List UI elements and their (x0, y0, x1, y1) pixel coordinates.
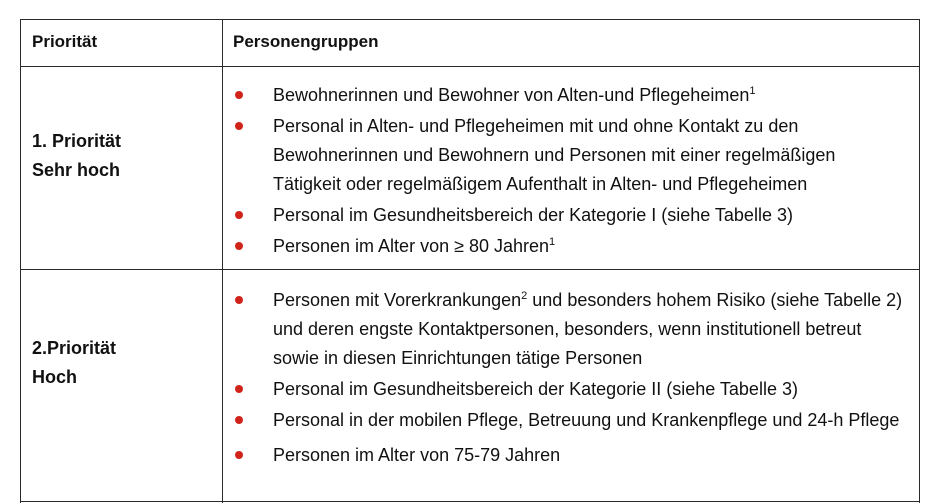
list-item (233, 112, 905, 199)
header-priority: Priorität (32, 32, 98, 51)
header-groups: Personengruppen (233, 32, 379, 51)
bullet-icon (235, 451, 243, 459)
table-row-priority-1 (21, 67, 919, 270)
priority-table (20, 19, 920, 503)
priority-description: Hoch (32, 367, 77, 387)
item-text: Bewohnerinnen und Bewohner von Alten-und Pflegeheimen (273, 85, 750, 105)
footnote-marker: 2 (521, 290, 528, 302)
priority-level: 2.Priorität (32, 338, 117, 358)
list-item (233, 286, 905, 373)
bullet-icon (235, 416, 243, 424)
footnote-marker: 1 (749, 85, 756, 97)
table-row-priority-2 (21, 270, 919, 504)
bullet-icon (235, 91, 243, 99)
bullet-icon (235, 296, 243, 304)
row-divider (21, 501, 919, 502)
footnote-marker: 1 (549, 236, 556, 248)
list-item (233, 81, 905, 110)
bullet-icon (235, 211, 243, 219)
bullet-icon (235, 122, 243, 130)
item-text: Personen im Alter von 75-79 Jahren (273, 445, 561, 465)
list-item (233, 201, 905, 230)
person-group-list (233, 286, 905, 472)
priority-label (32, 127, 121, 185)
bullet-icon (235, 385, 243, 393)
item-text: Personen mit Vorerkrankungen (273, 290, 522, 310)
list-item (233, 232, 905, 261)
priority-label (32, 334, 116, 392)
item-text: Personal im Gesundheitsbereich der Kategorie I (siehe Tabelle 3) (273, 205, 793, 225)
item-text: Personal in Alten- und Pflegeheimen mit und ohne Kontakt zu den Bewohnerinnen und Bewohnern und Personen mit einer regelmäßigen Tätigkeit oder regelmäßigem Aufenthalt in Alten- und Pflegeheimen (273, 116, 836, 194)
item-text: Personen im Alter von ≥ 80 Jahren (273, 236, 550, 256)
list-item (233, 406, 905, 435)
priority-level: 1. Priorität (32, 131, 122, 151)
person-group-list (233, 81, 905, 263)
list-item (233, 375, 905, 404)
table-header-row (21, 20, 919, 67)
item-text: Personal in der mobilen Pflege, Betreuung und Krankenpflege und 24-h Pflege (273, 410, 900, 430)
item-text: Personal im Gesundheitsbereich der Kategorie II (siehe Tabelle 3) (273, 379, 798, 399)
list-item (233, 441, 905, 470)
priority-description: Sehr hoch (32, 160, 121, 180)
bullet-icon (235, 242, 243, 250)
item-text-continued: und besonders hohem Risiko (siehe Tabelle 2) und deren engste Kontaktpersonen, besonders, wenn institutionell betreut sowie in diesen Einrichtungen tätige Personen (273, 290, 903, 368)
